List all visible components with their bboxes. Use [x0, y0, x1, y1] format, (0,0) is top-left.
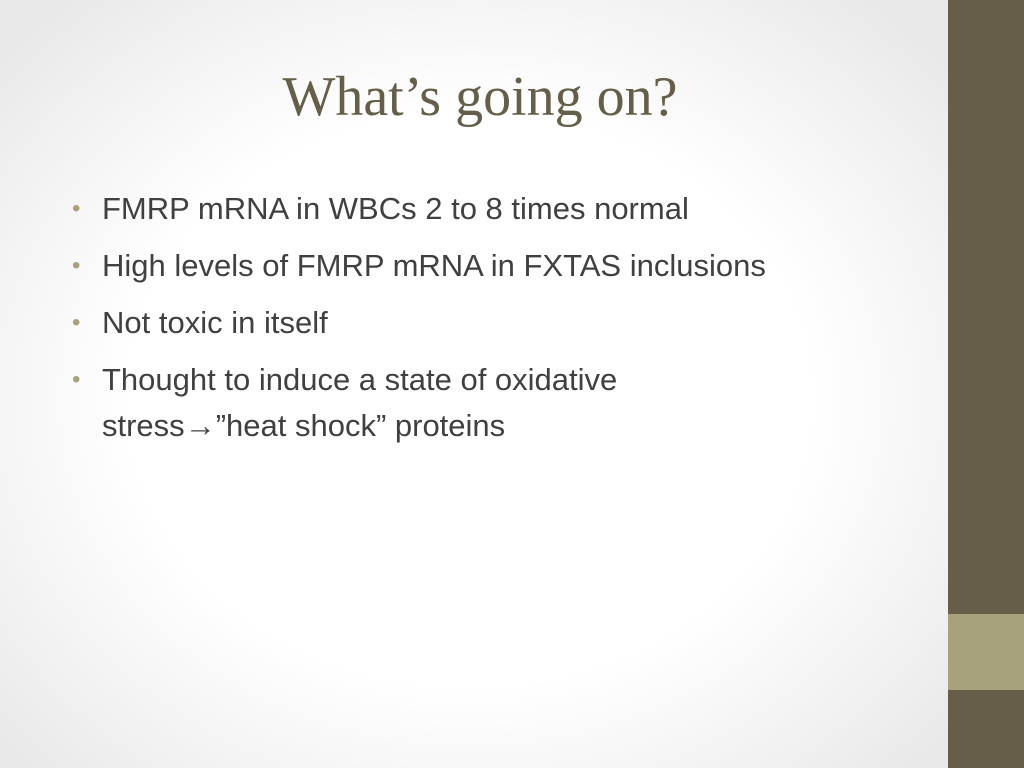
bullet-text-stress: stress — [102, 408, 185, 443]
bullet-marker: • — [72, 252, 81, 279]
bullet-text-line1: Thought to induce a state of oxidative — [102, 362, 618, 397]
arrow-right-icon: → — [184, 408, 216, 443]
bullet-marker: • — [72, 195, 81, 222]
bullet-text: Not toxic in itself — [102, 305, 328, 340]
bullet-text: High levels of FMRP mRNA in FXTAS inclusions — [102, 248, 766, 283]
bullet-marker: • — [72, 309, 81, 336]
bullet-item — [72, 186, 872, 232]
bullet-marker: • — [72, 366, 81, 393]
bullet-item — [72, 300, 872, 346]
bullet-list — [72, 186, 872, 460]
slide-title: What’s going on? — [282, 66, 678, 128]
bullet-item — [72, 357, 872, 449]
bullet-item — [72, 243, 872, 289]
sidebar-accent-block — [948, 614, 1024, 690]
bullet-text: FMRP mRNA in WBCs 2 to 8 times normal — [102, 191, 689, 226]
bullet-text-heat-shock: ”heat shock” proteins — [215, 408, 506, 443]
